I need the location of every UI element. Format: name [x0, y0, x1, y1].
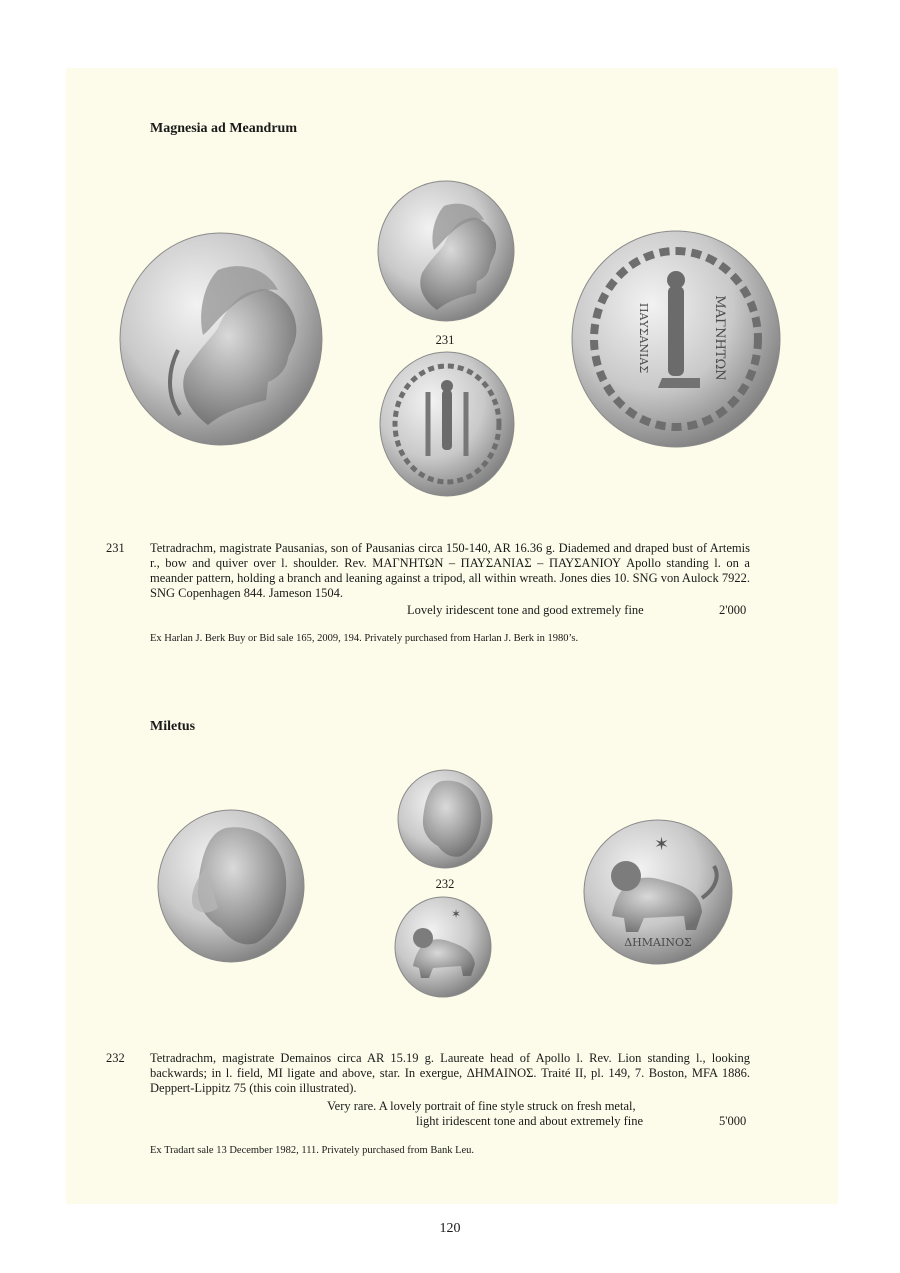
coin-232-reverse-large [582, 818, 734, 966]
lot-number-231: 231 [106, 541, 125, 555]
coin-231-obverse-large [118, 230, 324, 448]
coin-232-reverse-small [393, 896, 493, 999]
lot-provenance-231: Ex Harlan J. Berk Buy or Bid sale 165, 2009, 194. Privately purchased from Harlan J. Berk in 1980’s. [150, 633, 579, 644]
lot-provenance-232: Ex Tradart sale 13 December 1982, 111. Privately purchased from Bank Leu. [150, 1145, 475, 1156]
lot-price-232: 5'000 [719, 1114, 747, 1128]
page-number: 120 [439, 1221, 461, 1236]
coin-231-reverse-large [570, 228, 782, 450]
lot-description-231: Tetradrachm, magistrate Pausanias, son of Pausanias circa 150-140, AR 16.36 g. Diademed and draped bust of Artemis r., bow and quiver over l. shoulder. Rev. ΜΑΓΝΗΤΩΝ – ΠΑΥΣΑΝΙΑΣ – ΠΑΥΣΑΝΙΟΥ Apollo standing l. on a meander pattern, holding a branch and leaning against a tripod, all within wreath. Jones dies 10. SNG von Aulock 7922. SNG Copenhagen 844. Jameson 1504. [150, 541, 750, 600]
coin-label-231: 231 [435, 333, 455, 347]
lot-grade-231: Lovely iridescent tone and good extremely fine [407, 603, 644, 617]
coin-232-obverse-small [396, 768, 494, 870]
inscription-magnesiton: ΜΑΓΝΗΤΩΝ [712, 295, 727, 381]
coin-label-232: 232 [435, 877, 455, 891]
coin-231-obverse-small [376, 180, 516, 323]
lot-description-232: Tetradrachm, magistrate Demainos circa AR 15.19 g. Laureate head of Apollo l. Rev. Lion standing l., looking backwards; in l. field, MI ligate and above, star. In exergue, ΔΗΜΑΙΝΟΣ. Traité II, pl. 149, 7. Boston, MFA 1886. Deppert-Lippitz 75 (this coin illustrated). [150, 1051, 750, 1095]
inscription-demainos: ΔΗΜΑΙΝΟΣ [624, 936, 692, 949]
lot-number-232: 232 [106, 1051, 125, 1065]
section-heading-magnesia: Magnesia ad Meandrum [150, 121, 297, 136]
star-icon-small: ✶ [451, 907, 462, 921]
inscription-pausanias: ΠΑΥΣΑΝΙΑΣ [637, 302, 650, 374]
coin-232-obverse-large [156, 808, 306, 964]
coin-231-reverse-small [378, 350, 516, 498]
lot-price-231: 2'000 [719, 603, 747, 617]
lot-grade-232-line1: Very rare. A lovely portrait of fine style struck on fresh metal, [327, 1099, 636, 1113]
lot-grade-232-line2: light iridescent tone and about extremely fine [416, 1114, 644, 1128]
star-icon-large: ✶ [654, 834, 670, 855]
section-heading-miletus: Miletus [150, 719, 196, 734]
